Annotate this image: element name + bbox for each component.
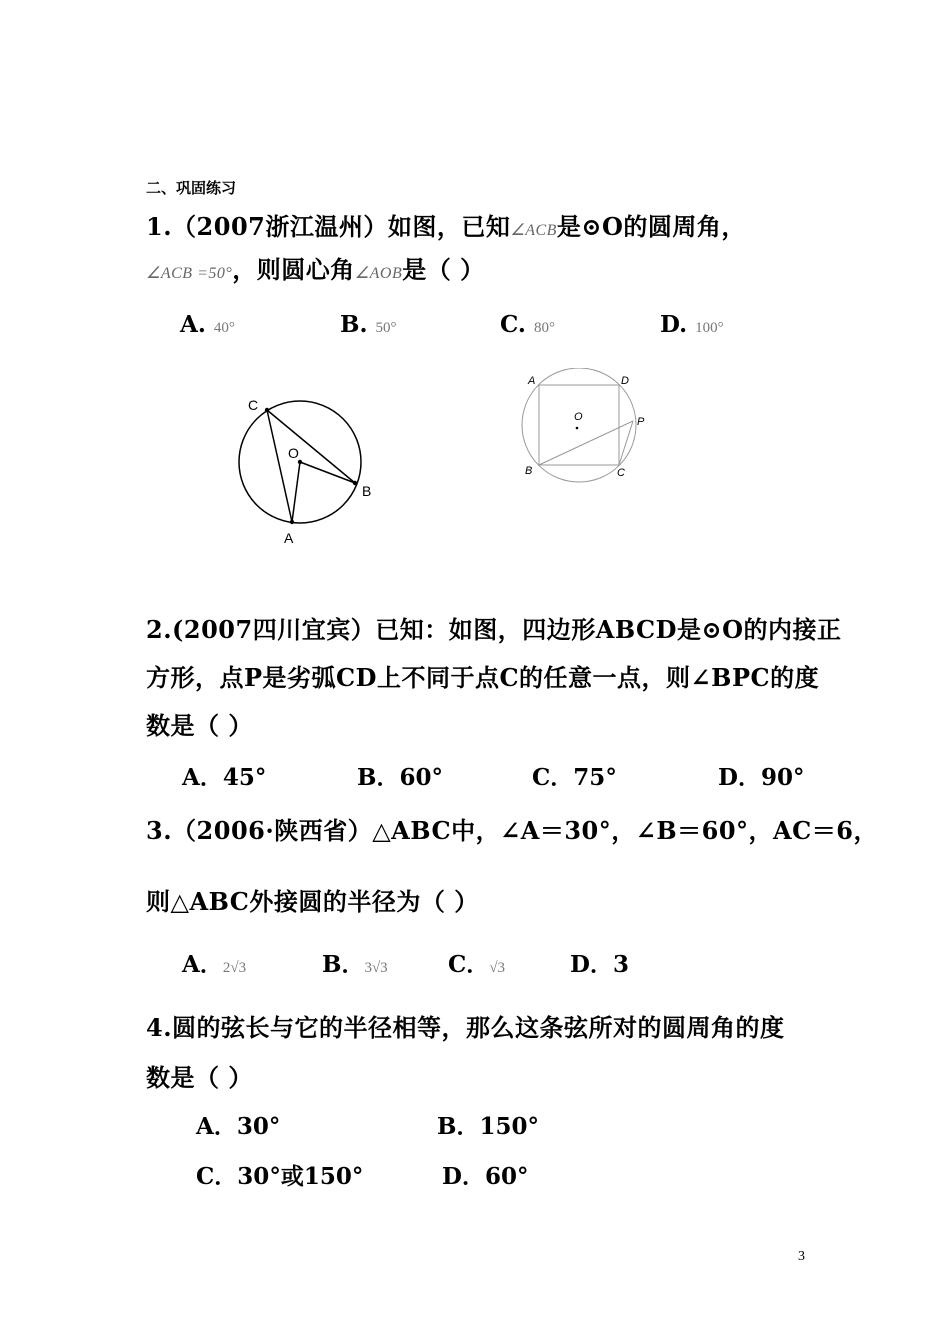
figure2-segment-cp — [619, 421, 633, 465]
q1-option-d — [660, 311, 724, 338]
figure1-point-a — [290, 520, 294, 524]
q3-option-d — [570, 946, 629, 979]
q1-option-b — [340, 311, 396, 338]
q3-option-d-label: D． — [570, 951, 613, 978]
q1-option-c-label: C. — [500, 311, 526, 338]
q1-line2-math: ∠ACB =50° — [146, 265, 233, 282]
q2-line3: 数是（ ） — [146, 711, 253, 740]
q4-option-b: B．150° — [437, 1113, 539, 1140]
q2-line1: 2.(2007四川宜宾）已知：如图，四边形ABCD是⊙O的内接正 — [146, 615, 842, 644]
q1-option-b-label: B. — [340, 311, 368, 338]
q3-option-c — [448, 946, 505, 979]
figure2-point-o — [576, 427, 579, 430]
q1-option-b-value: 50° — [375, 320, 397, 336]
figure1-point-b — [353, 481, 357, 485]
q3-option-b-value: 3√3 — [364, 960, 388, 976]
q3-option-a-value: 2√3 — [222, 960, 247, 976]
figure2-label-b: B — [525, 465, 533, 477]
q3-option-c-value: √3 — [489, 960, 506, 976]
q3-option-d-value: 3 — [612, 951, 629, 978]
q4-option-d: D．60° — [442, 1163, 529, 1190]
figure1-label-a: A — [284, 530, 294, 546]
figure-circle-aob — [230, 390, 390, 550]
figure1-radius-oa — [292, 462, 300, 522]
q4-line1: 4.圆的弦长与它的半径相等，那么这条弦所对的圆周角的度 — [146, 1013, 785, 1042]
q1-line1 — [146, 207, 746, 242]
figure1-radius-ob — [300, 462, 355, 483]
q2-line2: 方形，点P是劣弧CD上不同于点C的任意一点，则∠BPC的度 — [146, 663, 820, 692]
q4-line2: 数是（ ） — [146, 1063, 253, 1092]
q3-line2: 则△ABC外接圆的半径为（ ） — [146, 887, 479, 916]
figure1-point-c — [265, 408, 269, 412]
figure1-label-c: C — [248, 397, 259, 413]
q2-option-b: B．60° — [357, 764, 443, 791]
q1-line1-text-a: 1.（2007浙江温州）如图，已知 — [146, 212, 511, 241]
q1-line2-text-a: ，则圆心角 — [232, 255, 355, 284]
q2-option-a: A．45° — [182, 764, 267, 791]
q1-option-a-value: 40° — [213, 320, 235, 336]
q1-line1-text-b: 是⊙O的圆周角， — [556, 212, 746, 241]
q3-line1: 3.（2006·陕西省）△ABC中，∠A＝30°，∠B＝60°，AC＝6， — [146, 816, 878, 845]
q2-option-d: D．90° — [718, 764, 805, 791]
q1-line2 — [146, 250, 485, 285]
figure2-label-c: C — [617, 467, 625, 479]
q1-option-d-label: D. — [660, 311, 688, 338]
figure1-label-o: O — [288, 445, 299, 461]
figure2-label-d: D — [621, 375, 629, 387]
q4-option-c: C．30°或150° — [196, 1163, 364, 1190]
q3-option-b — [322, 946, 388, 979]
figure2-square — [539, 385, 619, 465]
q3-option-a — [182, 946, 246, 979]
q4-option-a: A．30° — [196, 1113, 281, 1140]
figure1-label-b: B — [362, 483, 372, 499]
q3-option-c-label: C． — [448, 951, 490, 978]
q2-option-c: C．75° — [532, 764, 617, 791]
q3-option-a-label: A． — [182, 951, 223, 978]
page-number: 3 — [798, 1249, 805, 1264]
q1-option-a — [180, 311, 235, 338]
section-title: 二、巩固练习 — [146, 179, 237, 197]
figure2-label-a: A — [528, 375, 536, 387]
q1-option-c-value: 80° — [533, 320, 555, 336]
q3-option-b-label: B． — [322, 951, 365, 978]
figure2-label-o: O — [574, 411, 583, 423]
q1-option-c — [500, 311, 555, 338]
q1-line1-math: ∠ACB — [510, 222, 557, 239]
q1-option-a-label: A. — [180, 311, 206, 338]
figure2-label-p: P — [637, 416, 645, 428]
figure-inscribed-square — [515, 368, 655, 488]
q1-option-d-value: 100° — [695, 320, 724, 336]
q1-line2-text-b: 是（ ） — [402, 255, 485, 284]
q1-line2-math2: ∠AOB — [354, 265, 403, 282]
